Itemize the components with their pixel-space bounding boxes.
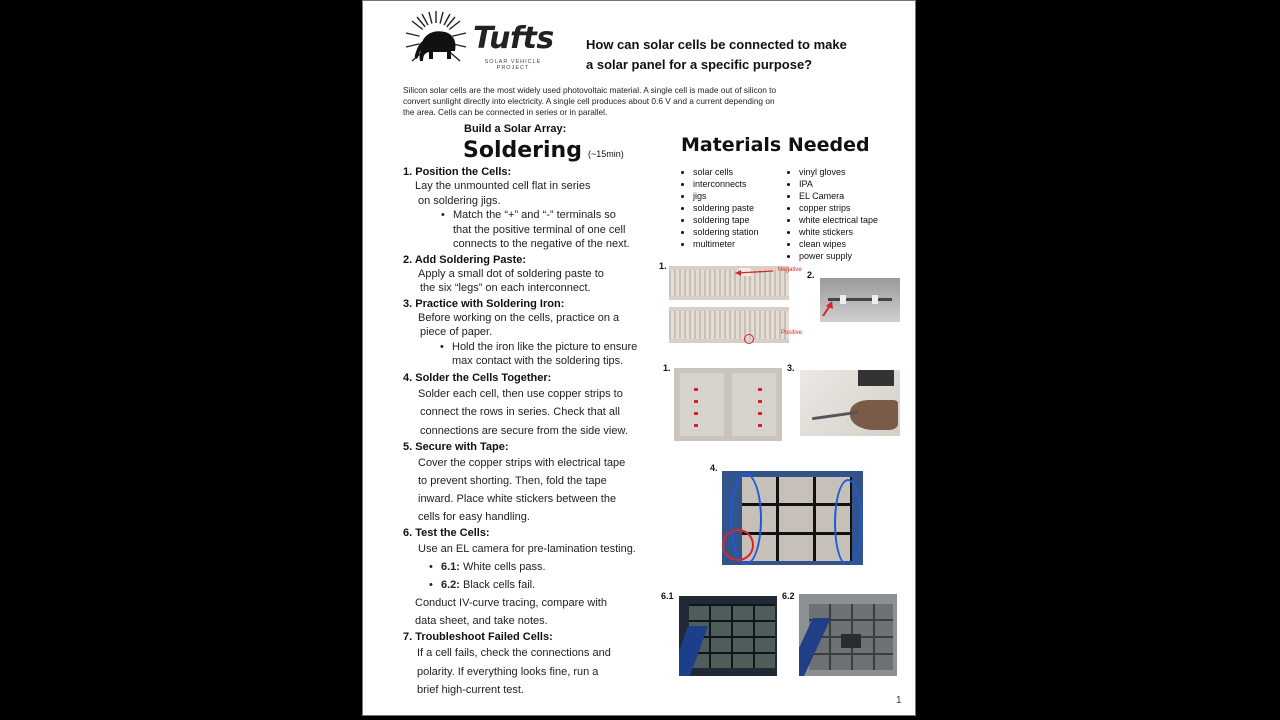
step-7-line: polarity. If everything looks fine, run a <box>417 665 599 678</box>
question-line1: How can solar cells be connected to make <box>586 37 847 52</box>
step-3-bullet-line: • Hold the iron like the picture to ensure <box>452 340 638 353</box>
step-6-line: data sheet, and take notes. <box>415 615 548 627</box>
material-item: • white stickers <box>799 226 916 238</box>
page-number: 1 <box>896 695 902 706</box>
driving-question <box>586 35 886 75</box>
material-item: • vinyl gloves <box>799 166 916 178</box>
material-item: • EL Camera <box>799 190 916 202</box>
step-2 <box>403 253 673 296</box>
step-5-line: to prevent shorting. Then, fold the tape <box>418 475 607 487</box>
material-item: • power supply <box>799 250 916 262</box>
intro-line1: Silicon solar cells are the most widely used photovoltaic material. A single cell is made out of silicon to <box>403 85 777 95</box>
section-title: Soldering <box>463 138 582 163</box>
step-3-bullet-line: max contact with the soldering tips. <box>452 355 624 367</box>
intro-paragraph <box>403 85 903 118</box>
step-1-bullet-line: that the positive terminal of one cell <box>453 223 626 236</box>
step-6-line: Conduct IV-curve tracing, compare with <box>415 597 607 609</box>
material-item: • soldering paste <box>693 202 803 214</box>
step-6-bullet-1 <box>429 558 673 576</box>
taped-array-photo <box>722 471 863 565</box>
step-6-1-text: White cells pass. <box>459 561 546 573</box>
step-4 <box>403 371 673 441</box>
step-1-heading: 1. Position the Cells: <box>403 166 512 178</box>
material-item: • IPA <box>799 178 916 190</box>
material-item: • clean wipes <box>799 238 916 250</box>
step-6 <box>403 526 673 630</box>
sun-elephant-icon <box>403 9 469 71</box>
step-7-line: If a cell fails, check the connections and <box>417 647 611 659</box>
step-1-bullet-line: • Match the “+” and “-” terminals so <box>453 209 616 221</box>
figure-label-1-top: 1. <box>659 261 667 271</box>
step-3-bullet <box>440 340 673 369</box>
materials-list-col1 <box>681 166 803 250</box>
step-3-line: piece of paper. <box>420 326 493 338</box>
negative-arrow-icon <box>733 267 777 277</box>
material-item: • solar cells <box>693 166 803 178</box>
step-6-2-label: 6.2: <box>441 579 460 591</box>
figure-label-1-mid: 1. <box>663 363 671 373</box>
step-3 <box>403 297 673 369</box>
figure-label-4: 4. <box>710 463 718 473</box>
step-4-heading: 4. Solder the Cells Together: <box>403 371 552 384</box>
material-item: • copper strips <box>799 202 916 214</box>
step-4-line: Solder each cell, then use copper strips to <box>418 387 623 400</box>
materials-list-col2 <box>787 166 916 262</box>
step-3-heading: 3. Practice with Soldering Iron: <box>403 297 565 310</box>
step-1 <box>403 165 673 252</box>
step-5-heading: 5. Secure with Tape: <box>403 441 509 453</box>
step-2-line: the six “legs” on each interconnect. <box>420 282 591 294</box>
intro-line2: convert sunlight directly into electricity. A single cell produces about 0.6 V and a current depending on <box>403 96 775 106</box>
el-pass-photo <box>679 596 777 676</box>
figure-label-6-2: 6.2 <box>782 591 795 601</box>
step-1-line: on soldering jigs. <box>418 194 501 207</box>
step-2-heading: 2. Add Soldering Paste: <box>403 253 527 266</box>
step-3-line: Before working on the cells, practice on a <box>418 311 620 324</box>
logo-wordmark: Tufts <box>473 21 554 56</box>
step-4-line: connect the rows in series. Check that all <box>420 406 620 418</box>
build-label: Build a Solar Array: <box>464 123 567 135</box>
step-7-heading: 7. Troubleshoot Failed Cells: <box>403 631 553 643</box>
figure-label-3: 3. <box>787 363 795 373</box>
cell-terminal-photo-positive <box>669 307 789 343</box>
red-arrow-icon <box>820 300 834 318</box>
figure-label-2: 2. <box>807 270 815 280</box>
cells-in-series-photo <box>674 368 782 441</box>
step-5-line: inward. Place white stickers between the <box>418 493 617 505</box>
material-item: • multimeter <box>693 238 803 250</box>
steps-list <box>403 165 673 700</box>
step-5 <box>403 440 673 526</box>
step-1-bullet <box>441 208 673 252</box>
el-fail-photo <box>799 594 897 676</box>
intro-line3: the area. Cells can be connected in series or in parallel. <box>403 107 608 117</box>
step-5-line: Cover the copper strips with electrical tape <box>418 457 626 469</box>
step-7-line: brief high-current test. <box>417 684 524 696</box>
step-2-line: Apply a small dot of soldering paste to <box>418 267 604 280</box>
soldering-paste-photo <box>820 278 900 322</box>
step-7 <box>403 630 673 700</box>
positive-label: Positive <box>781 330 803 336</box>
negative-label: Negative <box>778 267 802 273</box>
step-6-2-text: Black cells fail. <box>459 579 536 591</box>
step-4-line: connections are secure from the side view. <box>420 424 628 437</box>
logo-subtitle-line1: SOLAR VEHICLE <box>484 59 542 65</box>
tufts-logo <box>403 9 553 71</box>
step-6-1-label: 6.1: <box>441 561 460 573</box>
section-time: (~15min) <box>588 149 624 159</box>
logo-subtitle-line2: PROJECT <box>496 65 530 71</box>
materials-title: Materials Needed <box>681 134 870 156</box>
step-6-heading: 6. Test the Cells: <box>403 527 490 539</box>
step-1-bullet-line: connects to the negative of the next. <box>453 238 630 250</box>
soldering-iron-photo <box>800 370 900 436</box>
material-item: • soldering tape <box>693 214 803 226</box>
material-item: • white electrical tape <box>799 214 916 226</box>
question-line2: a solar panel for a specific purpose? <box>586 57 813 72</box>
material-item: • jigs <box>693 190 803 202</box>
step-6-line: Use an EL camera for pre-lamination testing. <box>418 543 636 555</box>
step-1-line: Lay the unmounted cell flat in series <box>415 180 591 192</box>
document-page <box>362 0 916 716</box>
positive-marker-icon <box>744 334 754 344</box>
step-6-bullet-2 <box>429 576 673 594</box>
figure-label-6-1: 6.1 <box>661 591 674 601</box>
material-item: • interconnects <box>693 178 803 190</box>
step-5-line: cells for easy handling. <box>418 511 530 523</box>
logo-subtitle <box>475 59 551 71</box>
material-item: • soldering station <box>693 226 803 238</box>
